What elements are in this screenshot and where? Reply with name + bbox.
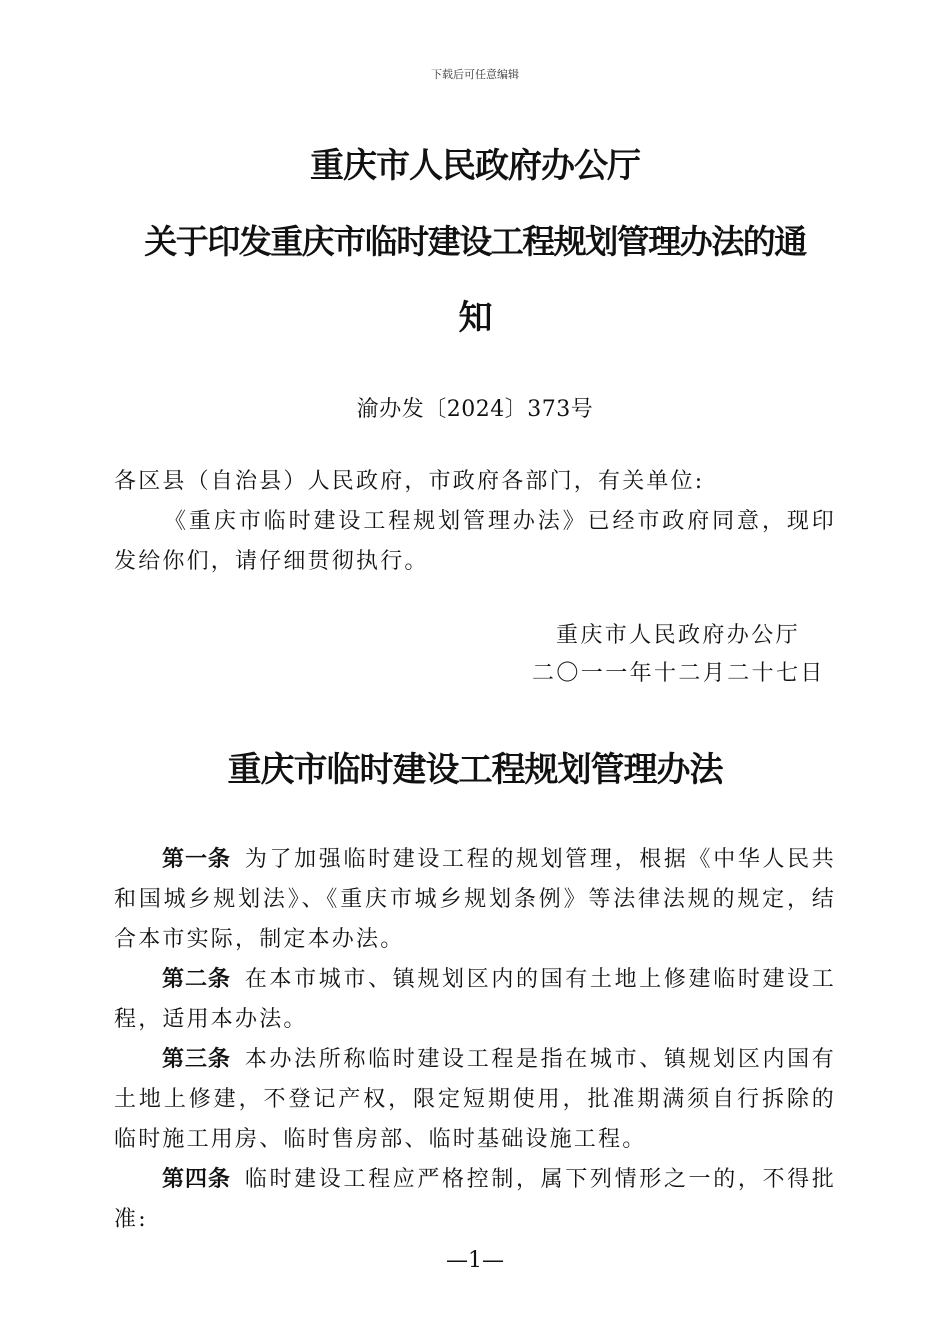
article-text: 本办法所称临时建设工程是指在城市、镇规划区内国有土地上修建，不登记产权，限定短期使用，批准期满须自行拆除的临时施工用房、临时售房部、临时基础设施工程。 [114, 1047, 836, 1152]
article [114, 1160, 836, 1240]
addressee: 各区县（自治县）人民政府，市政府各部门，有关单位: [114, 469, 705, 494]
title-line-2: 关于印发重庆市临时建设工程规划管理办法的通 [144, 222, 806, 261]
article-label: 第一条 [162, 847, 231, 872]
document-number: 渝办发〔2024〕373号 [356, 397, 594, 422]
signer-organization: 重庆市人民政府办公厅 [556, 623, 801, 648]
article-text: 在本市城市、镇规划区内的国有土地上修建临时建设工程，适用本办法。 [114, 967, 836, 1032]
article-label: 第二条 [162, 967, 231, 992]
title-line-1: 重庆市人民政府办公厅 [310, 146, 640, 186]
article [114, 960, 836, 1040]
articles-list [114, 840, 836, 1240]
article-label: 第三条 [162, 1047, 231, 1072]
signer-date: 二〇一一年十二月二十七日 [532, 661, 825, 686]
article [114, 840, 836, 960]
intro-paragraph: 《重庆市临时建设工程规划管理办法》已经市政府同意，现印发给你们，请仔细贯彻执行。 [114, 509, 836, 574]
article-text: 临时建设工程应严格控制，属下列情形之一的，不得批准: [114, 1167, 836, 1232]
page-number: —1— [446, 1248, 504, 1273]
watermark-text: 下载后可任意编辑 [431, 68, 519, 81]
article-label: 第四条 [162, 1167, 231, 1192]
regulation-title: 重庆市临时建设工程规划管理办法 [227, 750, 723, 790]
article-text: 为了加强临时建设工程的规划管理，根据《中华人民共和国城乡规划法》、《重庆市城乡规划条例》等法律法规的规定，结合本市实际，制定本办法。 [114, 847, 836, 952]
title-line-3: 知 [458, 298, 492, 338]
article [114, 1040, 836, 1160]
